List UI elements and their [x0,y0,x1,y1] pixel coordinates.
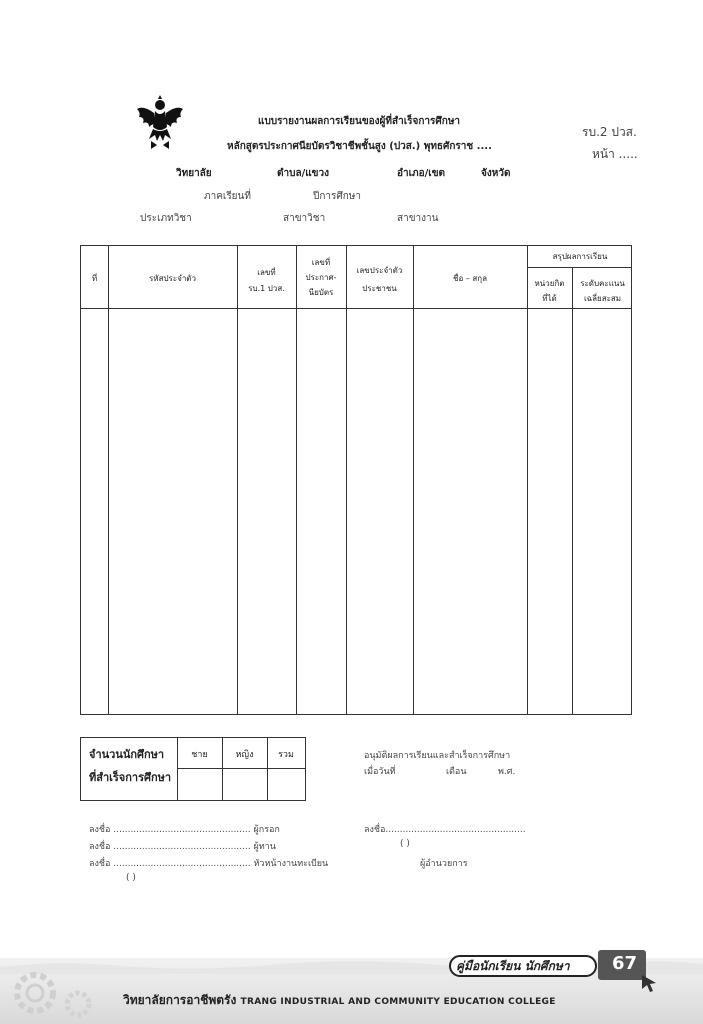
col-rb1-line2: รบ.1 ปวส. [248,284,285,293]
college-name-thai: วิทยาลัยการอาชีพตรัง [123,993,237,1007]
col-credits-header [527,277,572,305]
col-gpa-line1: ระดับคะแนน [580,279,625,288]
col-rb1-header [237,266,296,295]
college-label: วิทยาลัย [176,168,212,179]
results-table [80,245,632,715]
male-header: ชาย [191,750,208,760]
province-label: จังหวัด [481,168,511,179]
col-credits-line2: ที่ได้ [542,294,557,303]
col-cert-line3: นียบัตร [308,288,334,297]
cursor-arrow-icon [640,973,658,993]
book-title: คู่มือนักเรียน นักศึกษา [456,959,570,973]
subdistrict-label: ตำบล/แขวง [277,168,330,179]
academic-year-label: ปีการศึกษา [313,191,361,202]
signature-director-role: ผู้อำนวยการ [420,859,468,869]
col-gpa-line2: เฉลี่ยสะสม [583,294,622,303]
col-gpa-header [572,277,633,305]
graduate-count-label-2: ที่สำเร็จการศึกษา [89,771,172,784]
garuda-emblem-icon [135,95,185,151]
col-cert-line2: ประกาศ- [305,273,337,282]
col-student-id-header: รหัสประจำตัว [149,274,196,283]
semester-label: ภาคเรียนที่ [204,191,251,202]
female-header: หญิง [235,750,254,760]
col-name-header: ชื่อ – สกุล [453,274,487,283]
approval-month-label: เดือน [446,767,467,777]
signature-director: ลงชื่อ................................................. [364,825,526,835]
category-label: ประเภทวิชา [140,213,192,224]
gear-icon [8,966,62,1020]
graduate-count-label-1: จำนวนนักศึกษา [89,748,165,761]
signature-recorder: ลงชื่อ ................................................ ผู้กรอก [89,825,280,835]
col-credits-line1: หน่วยกิต [534,279,565,288]
col-citizen-line1: เลขประจำตัว [356,266,403,275]
col-no-header: ที่ [91,274,98,283]
col-citizen-line2: ประชาชน [362,284,397,293]
signature-registrar-name: ( ) [126,873,136,883]
college-name [123,991,556,1010]
small-gear-icon [60,986,96,1022]
form-code: รบ.2 ปวส. [582,125,637,139]
field-label: สาขาวิชา [283,213,326,224]
signature-registrar: ลงชื่อ ................................................ หัวหน้างานทะเบียน [89,859,329,869]
col-cert-line1: เลขที่ [311,258,331,267]
signature-checker: ลงชื่อ ................................................ ผู้ทาน [89,842,276,852]
col-cert-header [296,256,346,299]
col-summary-header: สรุปผลการเรียน [552,252,608,261]
page-number: 67 [612,953,638,974]
approval-line: อนุมัติผลการเรียนและสำเร็จการศึกษา [364,751,511,761]
approval-year-label: พ.ศ. [498,767,516,777]
district-label: อำเภอ/เขต [397,168,446,179]
college-name-english: TRANG INDUSTRIAL AND COMMUNITY EDUCATION COLLEGE [240,997,556,1007]
report-title: แบบรายงานผลการเรียนของผู้ที่สำเร็จการศึกษา [258,116,461,127]
signature-director-name: ( ) [400,839,410,849]
major-label: สาขางาน [397,213,439,224]
total-header: รวม [278,750,294,760]
curriculum-title: หลักสูตรประกาศนียบัตรวิชาชีพชั้นสูง (ปวส.) พุทธศักราช .... [227,141,492,152]
graduate-count-table [80,737,306,801]
page-label: หน้า ..... [592,147,638,161]
col-rb1-line1: เลขที่ [257,268,276,277]
approval-date-label: เมื่อวันที่ [364,767,396,777]
col-citizen-header [346,264,413,295]
